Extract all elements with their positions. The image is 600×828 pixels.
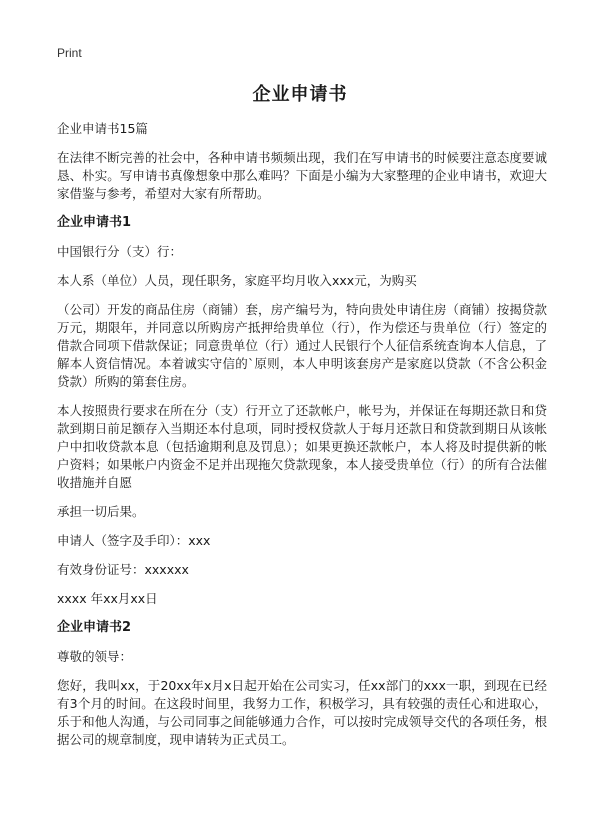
section-heading: 企业申请书1 [57,215,132,230]
print-link[interactable]: Print [57,46,82,60]
paragraph: 您好，我叫xx，于20xx年x月x日起开始在公司实习，任xx部门的xxx一职，到现在已经有3个月的时间。在这段时间里，我努力工作，积极学习，具有较强的责任心和进取心，乐于和他人沟通，与公司同事之间能够通力合作，可以按时完成领导交代的各项任务，根据公司的规章制度，现申请转为正式员工。 [57,678,547,747]
document-subtitle: 企业申请书15篇 [57,121,148,136]
applicant-signature: 申请人（签字及手印）：xxx [57,533,211,548]
intro-paragraph: 在法律不断完善的社会中，各种申请书频频出现，我们在写申请书的时候要注意态度要诚恳、朴实。写申请书真像想象中那么难吗？下面是小编为大家整理的企业申请书，欢迎大家借鉴与参考，希望对大家有所帮助。 [57,150,547,201]
document-body [57,120,547,760]
paragraph: 本人按照贵行要求在所在分（支）行开立了还款帐户，帐号为，并保证在每期还款日和贷款到期日前足额存入当期还本付息项，同时授权贷款人于每月还款日和贷款到期日从该帐户中扣收贷款本息（包括逾期利息及罚息）；如果更换还款帐户，本人将及时提供新的帐户资料；如果帐户内资金不足并出现拖欠贷款现象，本人接受贵单位（行）的所有合法催收措施并自愿 [57,403,547,490]
paragraph: （公司）开发的商品住房（商铺）套，房产编号为，特向贵处申请住房（商铺）按揭贷款万元，期限年，并同意以所购房产抵押给贵单位（行），作为偿还与贵单位（行）签定的借款合同项下借款保证；同意贵单位（行）通过人民银行个人征信系统查询本人信息，了解本人资信情况。本着诚实守信的`原则，本人申明该套房产是家庭以贷款（不含公积金贷款）所购的第套住房。 [57,302,547,389]
salutation: 尊敬的领导： [57,649,133,664]
section-heading: 企业申请书2 [57,620,132,635]
paragraph: 承担一切后果。 [57,504,145,519]
date-line: xxxx 年xx月xx日 [57,591,158,606]
id-number: 有效身份证号：xxxxxx [57,562,189,577]
page-title: 企业申请书 [252,84,348,105]
paragraph: 本人系（单位）人员，现任职务，家庭平均月收入xxx元，为购买 [57,273,417,288]
salutation: 中国银行分（支）行： [57,244,183,259]
section-1 [57,214,547,608]
section-2 [57,619,547,749]
